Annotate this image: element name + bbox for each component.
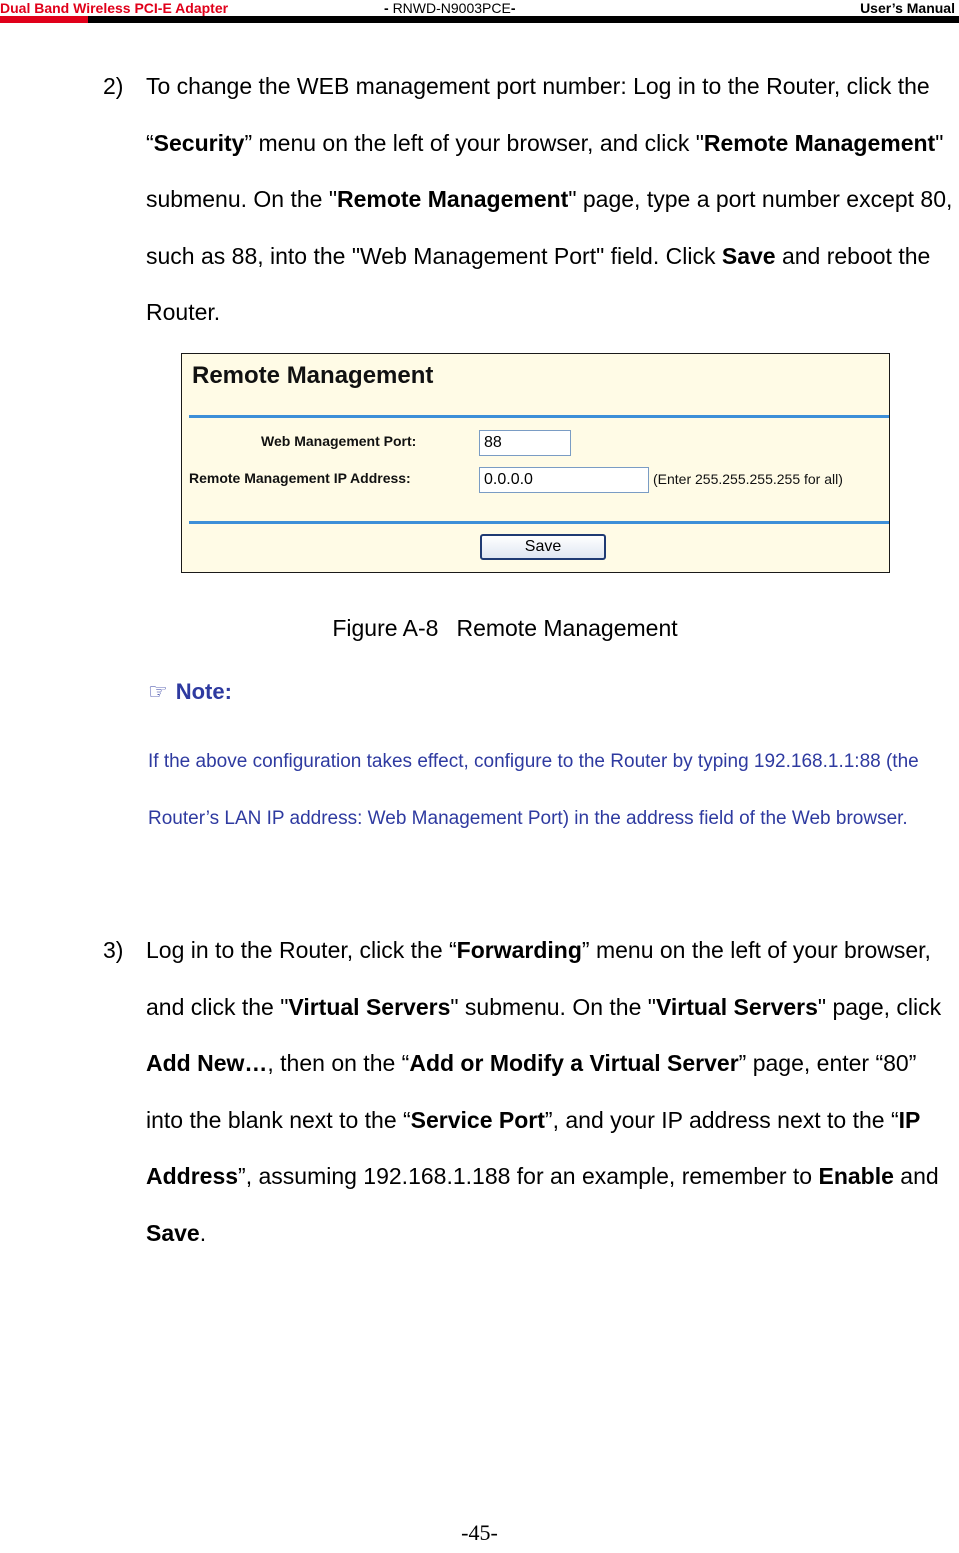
text: , then on the “ bbox=[267, 1050, 410, 1076]
divider bbox=[189, 521, 889, 524]
bold-term: Enable bbox=[818, 1163, 894, 1189]
bold-term: Virtual Servers bbox=[655, 993, 818, 1020]
step-text bbox=[146, 58, 956, 341]
bold-term: Service Port bbox=[410, 1106, 545, 1133]
header-product: Dual Band Wireless PCI-E Adapter bbox=[0, 0, 229, 16]
text: Log in to the Router, click the “ bbox=[146, 937, 457, 963]
caption-id: Figure A-8 bbox=[332, 615, 439, 641]
port-label: Web Management Port: bbox=[261, 433, 417, 449]
text: ”, assuming 192.168.1.188 for an example, remember to bbox=[238, 1163, 819, 1189]
step-text bbox=[146, 922, 956, 1261]
note-text: If the above configuration takes effect, configure to the Router by typing 192.168.1.1:88 (the Router’s LAN IP address: Web Management Port) in the address field of the Web browser. bbox=[148, 751, 919, 829]
step-number: 2) bbox=[103, 73, 124, 99]
remote-management-figure bbox=[181, 353, 890, 573]
bold-term: Save bbox=[721, 242, 776, 269]
bold-term: Remote Management bbox=[703, 129, 936, 156]
text: . bbox=[199, 1219, 207, 1246]
header-model-text: RNWD-N9003PCE bbox=[392, 0, 511, 16]
page-number: -45- bbox=[461, 1520, 498, 1545]
note-label: Note: bbox=[175, 679, 232, 704]
text: To change the WEB management port number: Log in to the Router, click the “ bbox=[146, 73, 930, 156]
bold-term: Remote Management bbox=[337, 186, 569, 212]
bold-term: Add or Modify a Virtual Server bbox=[409, 1050, 739, 1076]
text: and bbox=[893, 1163, 939, 1189]
bold-term: Virtual Servers bbox=[288, 993, 451, 1020]
step-number: 3) bbox=[103, 937, 124, 963]
bold-term: Add New… bbox=[146, 1050, 268, 1076]
remote-ip-input[interactable]: 0.0.0.0 bbox=[479, 467, 649, 493]
text: " submenu. On the " bbox=[450, 993, 656, 1020]
caption-title: Remote Management bbox=[456, 615, 678, 641]
bold-term: Save bbox=[146, 1219, 200, 1246]
figure-caption bbox=[0, 610, 959, 646]
header-manual: User’s Manual bbox=[860, 0, 955, 16]
text: ” page, enter “80” into the blank next to the “ bbox=[146, 1050, 917, 1133]
text: " page, click bbox=[817, 993, 942, 1020]
text: " page, type a port number except 80, such as 88, into the "Web Management Port" field. Click bbox=[146, 186, 953, 269]
text: ” menu on the left of your browser, and click the " bbox=[146, 937, 931, 1020]
bold-term: Security bbox=[153, 129, 245, 156]
text: ”, and your IP address next to the “ bbox=[544, 1106, 899, 1133]
text: ” menu on the left of your browser, and click " bbox=[244, 129, 704, 156]
header-model: - RNWD-N9003PCE- bbox=[384, 0, 516, 16]
figure-title: Remote Management bbox=[192, 362, 434, 389]
note-heading bbox=[148, 674, 232, 710]
divider bbox=[189, 415, 889, 418]
text: and reboot the Router. bbox=[146, 242, 931, 325]
bold-term: Forwarding bbox=[456, 937, 582, 963]
header-rule-red bbox=[0, 16, 88, 23]
pointing-hand-icon: ☞ bbox=[148, 679, 168, 704]
web-management-port-input[interactable]: 88 bbox=[479, 430, 571, 456]
bold-term: IP Address bbox=[146, 1106, 920, 1189]
header-rule-black bbox=[88, 16, 959, 23]
ip-hint: (Enter 255.255.255.255 for all) bbox=[653, 471, 843, 487]
ip-label: Remote Management IP Address: bbox=[189, 470, 411, 486]
text: " submenu. On the " bbox=[146, 129, 944, 212]
save-button[interactable]: Save bbox=[480, 534, 606, 560]
